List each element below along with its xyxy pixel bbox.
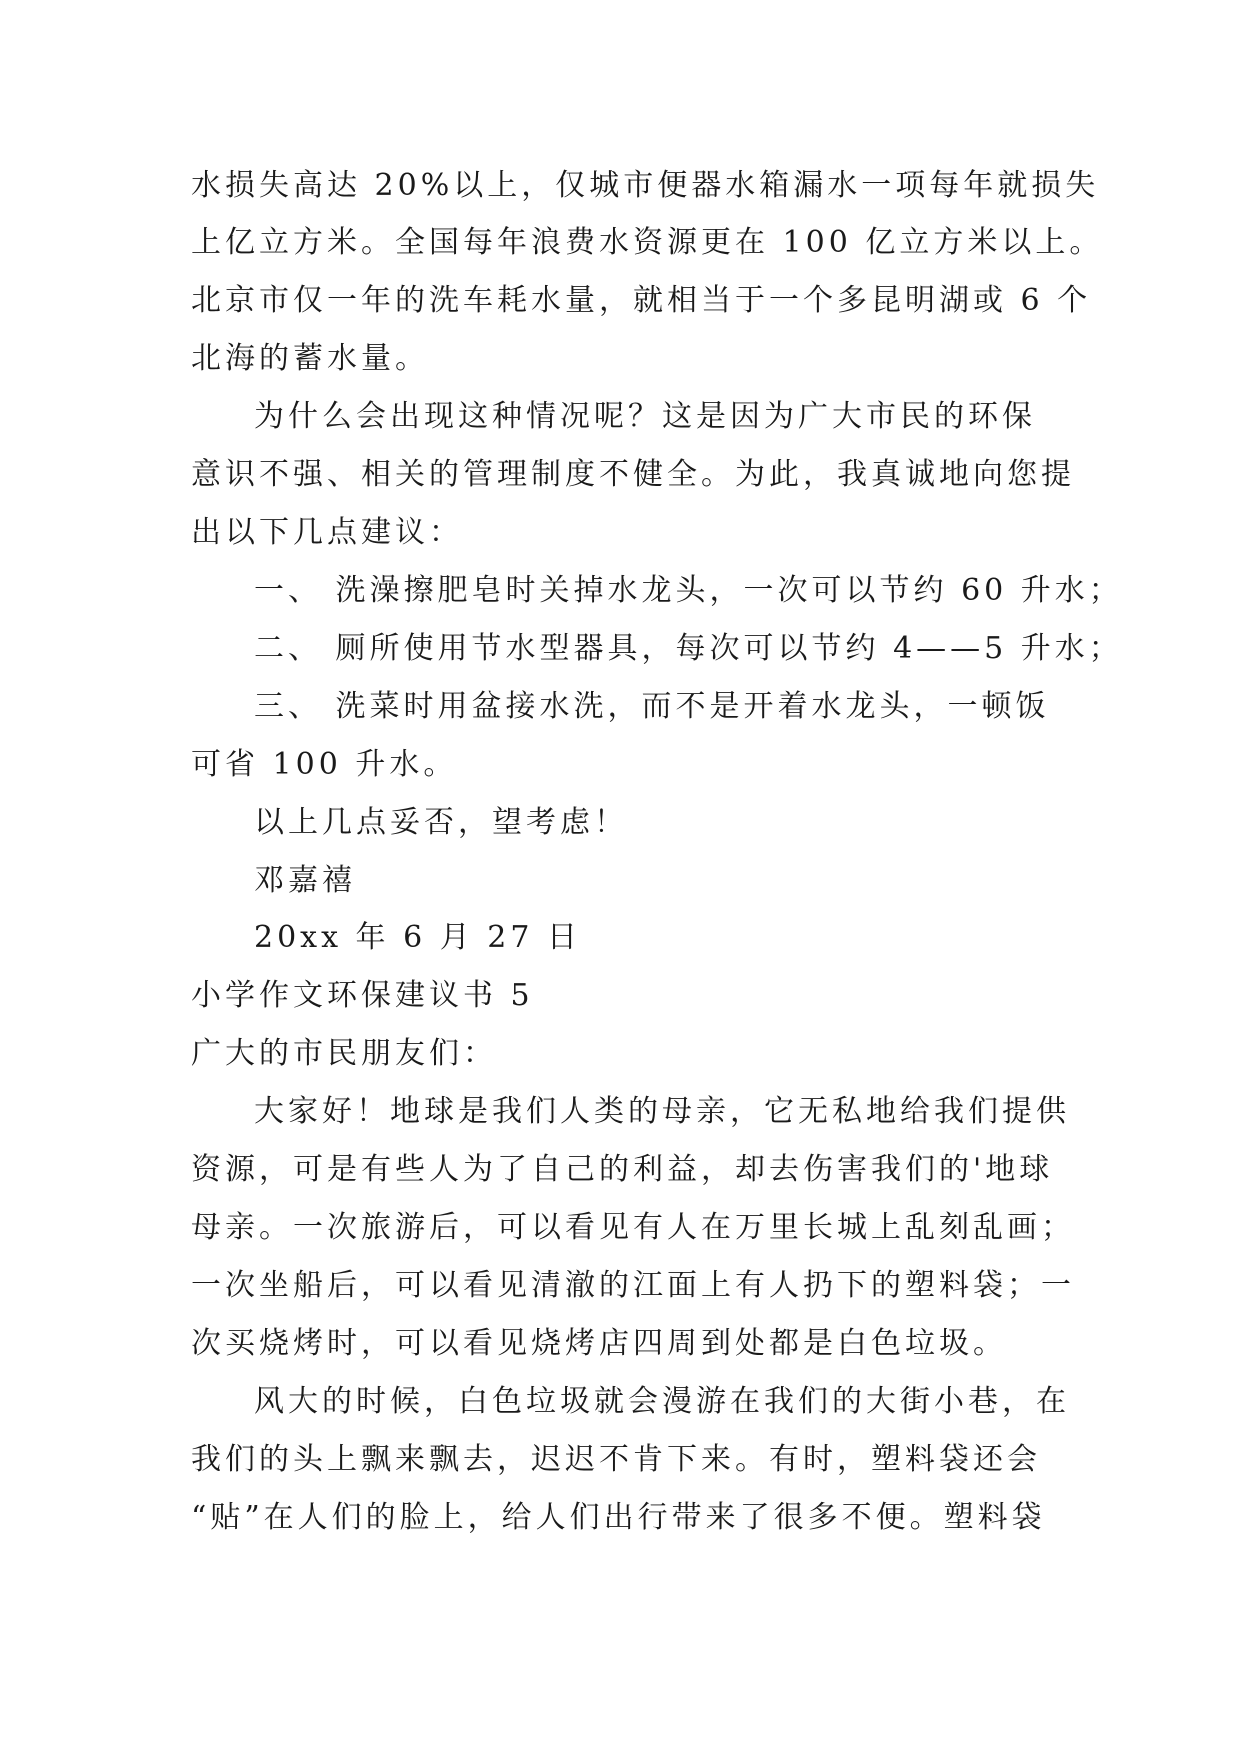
text-line: 资源，可是有些人为了自己的利益，却去伤害我们的'地球 xyxy=(191,1152,1054,1187)
section-title: 小学作文环保建议书 5 xyxy=(191,978,534,1013)
text-line: 北海的蓄水量。 xyxy=(191,341,429,376)
salutation: 广大的市民朋友们： xyxy=(191,1036,497,1071)
text-line: 水损失高达 20%以上，仅城市便器水箱漏水一项每年就损失 xyxy=(191,168,1100,203)
text-line: “贴”在人们的脸上，给人们出行带来了很多不便。塑料袋 xyxy=(191,1500,1046,1535)
paragraph-first-line: 风大的时候，白色垃圾就会漫游在我们的大街小巷，在 xyxy=(254,1384,1070,1419)
text-line: 次买烧烤时，可以看见烧烤店四周到处都是白色垃圾。 xyxy=(191,1326,1007,1361)
text-line: 一次坐船后，可以看见清澈的江面上有人扔下的塑料袋；一 xyxy=(191,1268,1075,1303)
signature-date: 20xx 年 6 月 27 日 xyxy=(254,920,581,955)
text-line: 北京市仅一年的洗车耗水量，就相当于一个多昆明湖或 6 个 xyxy=(191,283,1092,318)
suggestion-item-3: 三、 洗菜时用盆接水洗，而不是开着水龙头，一顿饭 xyxy=(254,689,1050,724)
text-line: 我们的头上飘来飘去，迟迟不肯下来。有时，塑料袋还会 xyxy=(191,1442,1041,1477)
text-line: 出以下几点建议： xyxy=(191,515,463,550)
suggestion-item-2: 二、 厕所使用节水型器具，每次可以节约 4——5 升水； xyxy=(254,631,1123,666)
paragraph-first-line: 大家好！地球是我们人类的母亲，它无私地给我们提供 xyxy=(254,1094,1070,1129)
paragraph-first-line: 为什么会出现这种情况呢？这是因为广大市民的环保 xyxy=(254,399,1036,434)
text-line: 母亲。一次旅游后，可以看见有人在万里长城上乱刻乱画； xyxy=(191,1210,1075,1245)
closing-line: 以上几点妥否，望考虑！ xyxy=(254,805,628,840)
text-line: 可省 100 升水。 xyxy=(191,747,458,782)
suggestion-item-1: 一、 洗澡擦肥皂时关掉水龙头，一次可以节约 60 升水； xyxy=(254,573,1123,608)
text-line: 意识不强、相关的管理制度不健全。为此，我真诚地向您提 xyxy=(191,457,1075,492)
signature-name: 邓嘉禧 xyxy=(254,863,356,898)
text-line: 上亿立方米。全国每年浪费水资源更在 100 亿立方米以上。 xyxy=(191,225,1104,260)
